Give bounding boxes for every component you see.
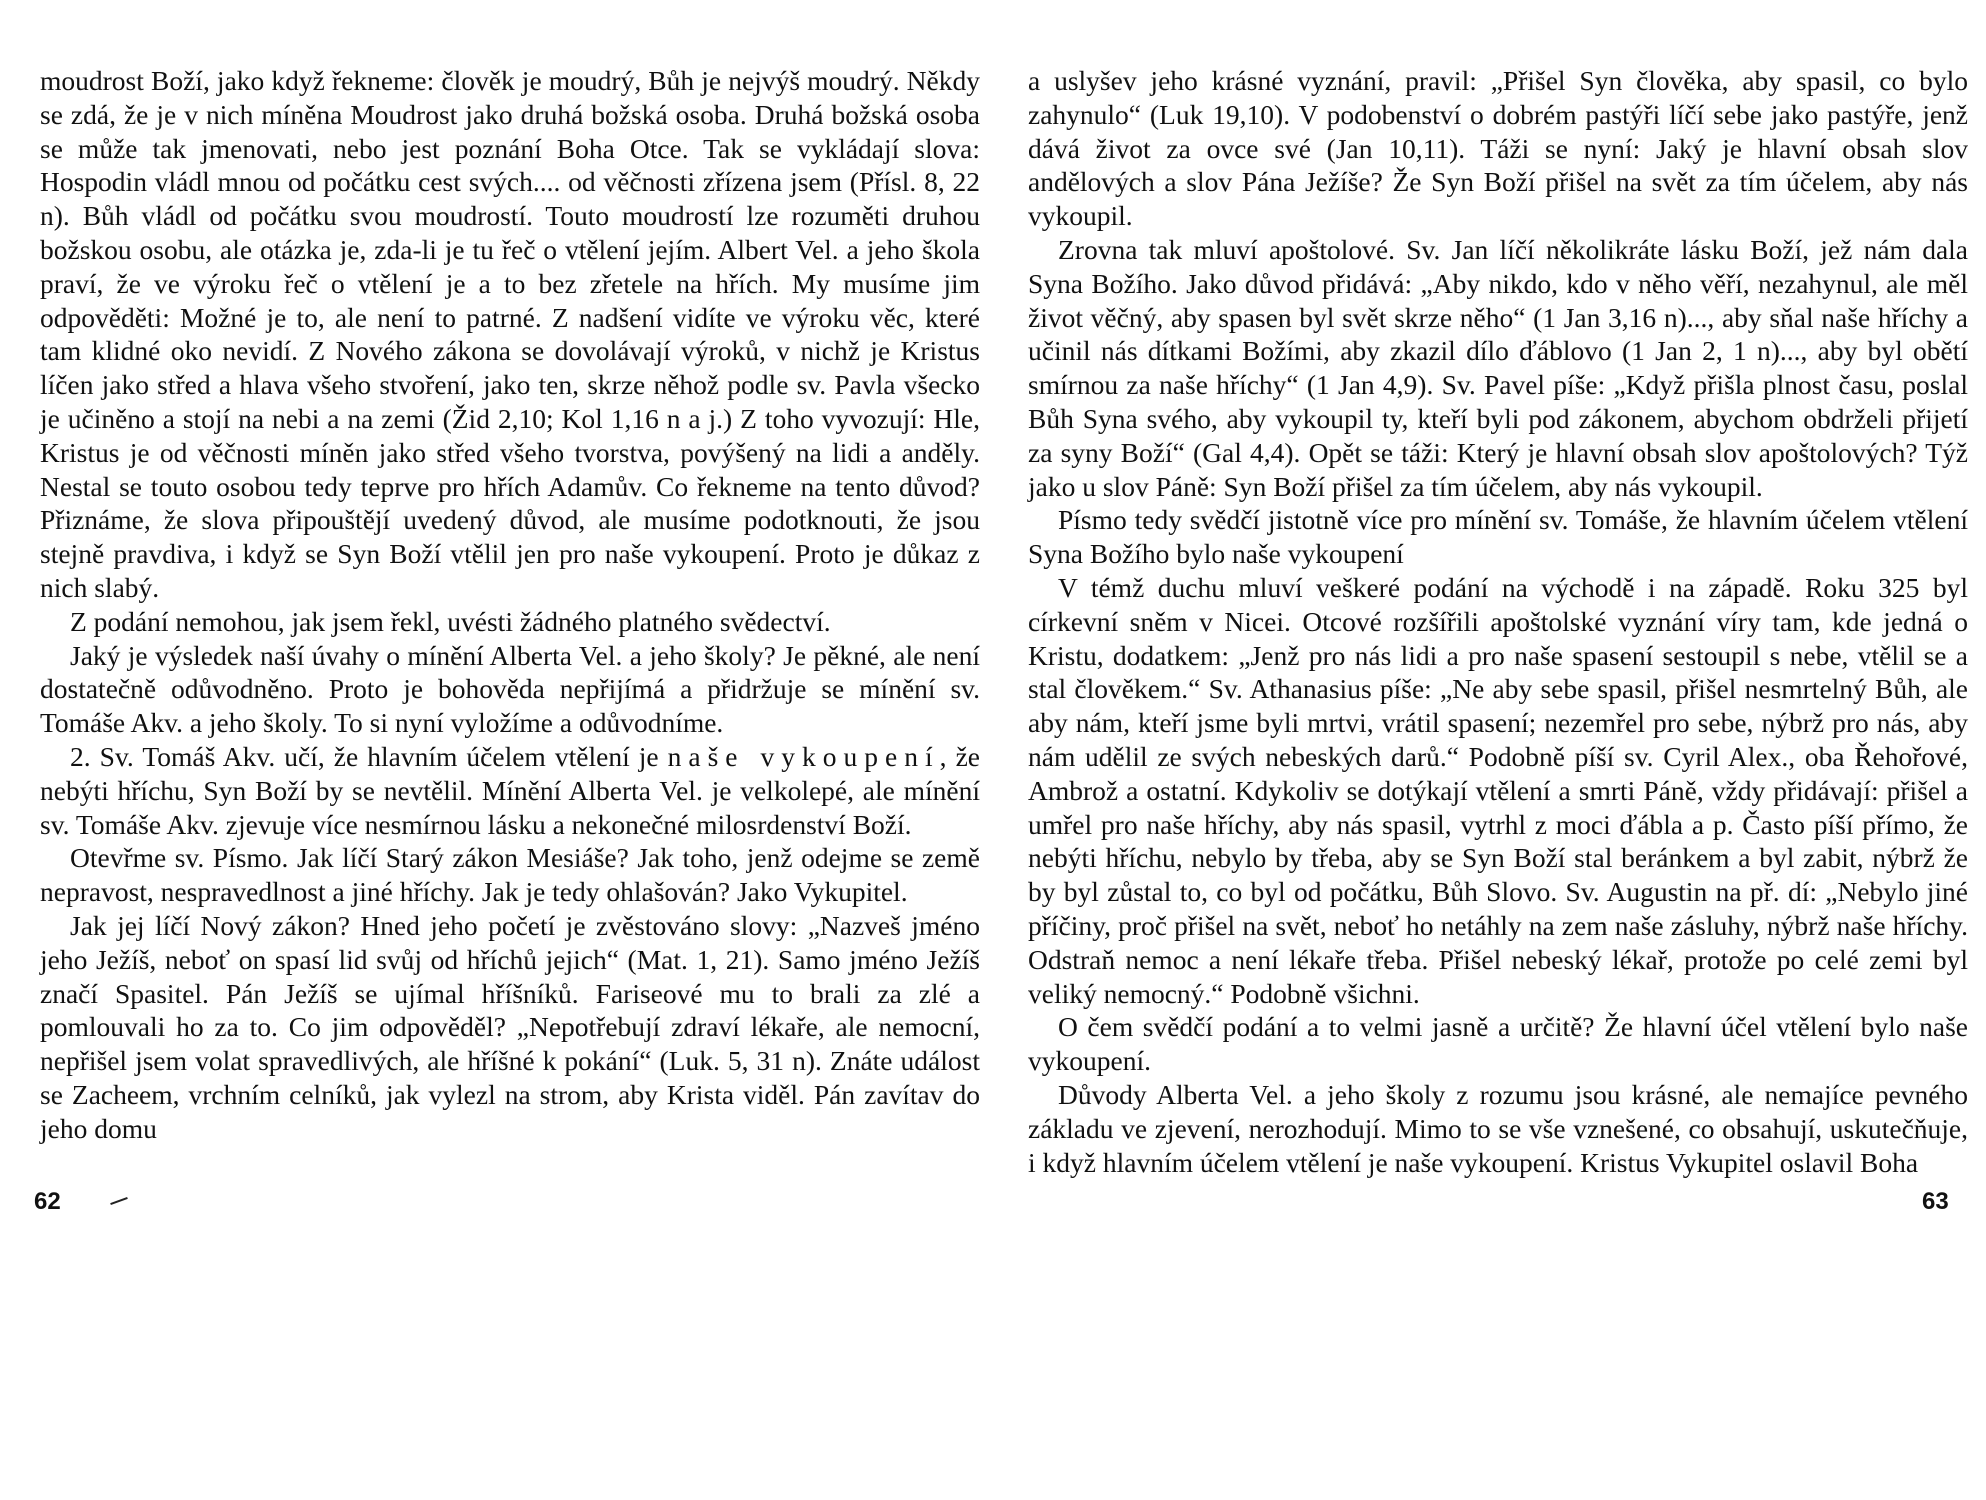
right-paragraph-2: Zrovna tak mluví apoštolové. Sv. Jan líčí několikráte lásku Boží, jež nám dala Syna Božího. Jako důvod přidává: „Aby nikdo, kdo v něho věří, nezahynul, ale měl život věčný, aby spasen byl svět skrze něho“ (1 Jan 3,16 n)..., aby sňal naše hříchy a učinil nás dítkami Božími, aby zkazil dílo ďáblovo (1 Jan 2, 1 n)..., aby byl obětí smírnou za naše hříchy“ (1 Jan 4,9). Sv. Pavel píše: „Když přišla plnost času, poslal Bůh Syna svého, aby vykoupil ty, kteří byli pod zákonem, abychom obdrželi přijetí za syny Boží“ (Gal 4,4). Opět se táži: Který je hlavní obsah slov apoštolových? Týž jako u slov Páně: Syn Boží přišel za tím účelem, aby nás vykoupil. — [1028, 233, 1968, 502]
right-page — [1028, 64, 1968, 1179]
right-paragraph-4: V témž duchu mluví veškeré podání na východě i na západě. Roku 325 byl církevní sněm v Nicei. Otcové rozšířili apoštolské vyznání víry tam, kde jedná o Kristu, dodatkem: „Jenž pro nás lidi a pro naše spasení sestoupil s nebe, vtělil se a stal člověkem.“ Sv. Athanasius píše: „Ne aby sebe spasil, přišel nesmrtelný Bůh, ale aby nám, kteří jsme byli mrtvi, vrátil spasení; nezemřel pro sebe, nýbrž pro nás, aby nám udělil ze svých nebeských darů.“ Podobně píší sv. Cyril Alex., oba Řehořové, Ambrož a ostatní. Kdykoliv se dotýkají vtělení a smrti Páně, vždy přidávají: přišel a umřel pro naše hříchy, aby nás spasil, vytrhl z moci ďábla a p. Často píší přímo, že nebýti hříchu, nebylo by třeba, aby se Syn Boží stal beránkem a byl zabit, nýbrž že by byl zůstal to, co byl od počátku, Bůh Slovo. Sv. Augustin na př. dí: „Nebylo jiné příčiny, proč přišel na svět, neboť ho netáhly na zem naše zásluhy, nýbrž naše hříchy. Odstraň nemoc a není lékaře třeba. Přišel nebeský lékař, protože po celé zemi byl veliký nemocný.“ Podobně všichni. — [1028, 571, 1968, 1009]
tomas-emphasis: naše vykoupení — [667, 740, 940, 772]
right-paragraph-5: O čem svědčí podání a to velmi jasně a určitě? Že hlavní účel vtělení bylo naše vykoupení. — [1028, 1011, 1968, 1077]
left-page — [40, 64, 980, 1146]
left-paragraph-2: Z podání nemohou, jak jsem řekl, uvésti žádného platného svědectví. — [70, 605, 831, 637]
tomas-text-after: , že nebýti hříchu, Syn Boží by se nevtělil. Mínění Alberta Vel. je velkolepé, ale mínění sv. Tomáše Akv. zjevuje více nesmírnou lásku a nekonečné milosrdenství Boží. — [40, 740, 980, 840]
left-paragraph-tomas — [40, 740, 980, 841]
left-paragraph-1: moudrost Boží, jako když řekneme: člověk je moudrý, Bůh je nejvýš moudrý. Někdy se zdá, že je v nich míněna Moudrost jako druhá božská osoba. Druhá božská osoba se může tak jmenovati, nebo jest poznání Boha Otce. Tak se vykládají slova: Hospodin vládl mnou od počátku cest svých.... od věčnosti zřízena jsem (Přísl. 8, 22 n). Bůh vládl od počátku svou moudrostí. Touto moudrostí lze rozuměti druhou božskou osobu, ale otázka je, zda-li je tu řeč o vtělení jejím. Albert Vel. a jeho škola praví, že ve výroku řeč o vtělení je a to bez zřetele na hřích. My musíme jim odpověděti: Možné je to, ale není to patrné. Z nadšení vidíte ve výroku věc, které tam klidné oko nevidí. Z Nového zákona se dovolávají výroků, v nichž je Kristus líčen jako střed a hlava všeho stvoření, jako ten, skrze něhož podle sv. Pavla všecko je učiněno a stojí na nebi a na zemi (Žid 2,10; Kol 1,16 n a j.) Z toho vyvozují: Hle, Kristus je od věčnosti míněn jako střed všeho tvorstva, povýšený na lidi a anděly. Nestal se touto osobou tedy teprve pro hřích Adamův. Co řekneme na tento důvod? Přiznáme, že slova připouštějí uvedený důvod, ale musíme podotknouti, že jsou stejně pravdiva, i když se Syn Boží vtělil jen pro naše vykoupení. Proto je důkaz z nich slabý. — [40, 65, 980, 603]
right-paragraph-3: Písmo tedy svědčí jistotně více pro mínění sv. Tomáše, že hlavním účelem vtělení Syna Božího bylo naše vykoupení — [1028, 504, 1968, 570]
right-paragraph-1: a uslyšev jeho krásné vyznání, pravil: „Přišel Syn člověka, aby spasil, co bylo zahynulo“ (Luk 19,10). V podobenství o dobrém pastýři líčí sebe jako pastýře, jenž dává život za ovce své (Jan 10,11). Táži se nyní: Jaký je hlavní obsah slov andělových a slov Pána Ježíše? Že Syn Boží přišel na svět za tím účelem, aby nás vykoupil. — [1028, 65, 1968, 232]
left-page-number: 62 — [34, 1188, 61, 1215]
left-paragraph-5: Otevřme sv. Písmo. Jak líčí Starý zákon Mesiáše? Jak toho, jenž odejme se země nepravost, nespravedlnost a jiné hříchy. Jak je tedy ohlašován? Jako Vykupitel. — [40, 842, 980, 908]
right-paragraph-6: Důvody Alberta Vel. a jeho školy z rozumu jsou krásné, ale nemajíce pevného základu ve zjevení, nerozhodují. Mimo to se vše vznešené, co obsahují, uskutečňuje, i když hlavním účelem vtělení je naše vykoupení. Kristus Vykupitel oslavil Boha — [1028, 1078, 1968, 1178]
right-page-number: 63 — [1922, 1188, 1949, 1215]
tomas-text-before: 2. Sv. Tomáš Akv. učí, že hlavním účelem vtělení je — [70, 740, 668, 772]
stray-pen-mark — [110, 1197, 128, 1205]
left-paragraph-3: Jaký je výsledek naší úvahy o mínění Alberta Vel. a jeho školy? Je pěkné, ale není dostatečně odůvodněno. Proto je bohověda nepřijímá a přidržuje se mínění sv. Tomáše Akv. a jeho školy. To si nyní vyložíme a odůvodníme. — [40, 639, 980, 739]
left-paragraph-6: Jak jej líčí Nový zákon? Hned jeho početí je zvěstováno slovy: „Nazveš jméno jeho Ježíš, neboť on spasí lid svůj od hříchů jejich“ (Mat. 1, 21). Samo jméno Ježíš značí Spasitel. Pán Ježíš se ujímal hříšníků. Fariseové mu to brali za zlé a pomlouvali ho za to. Co jim odpověděl? „Nepotřebují zdraví lékaře, ale nemocní, nepřišel jsem volat spravedlivých, ale hříšné k pokání“ (Luk. 5, 31 n). Znáte událost se Zacheem, vrchním celníků, jak vylezl na strom, aby Krista viděl. Pán zavítav do jeho domu — [40, 909, 980, 1144]
